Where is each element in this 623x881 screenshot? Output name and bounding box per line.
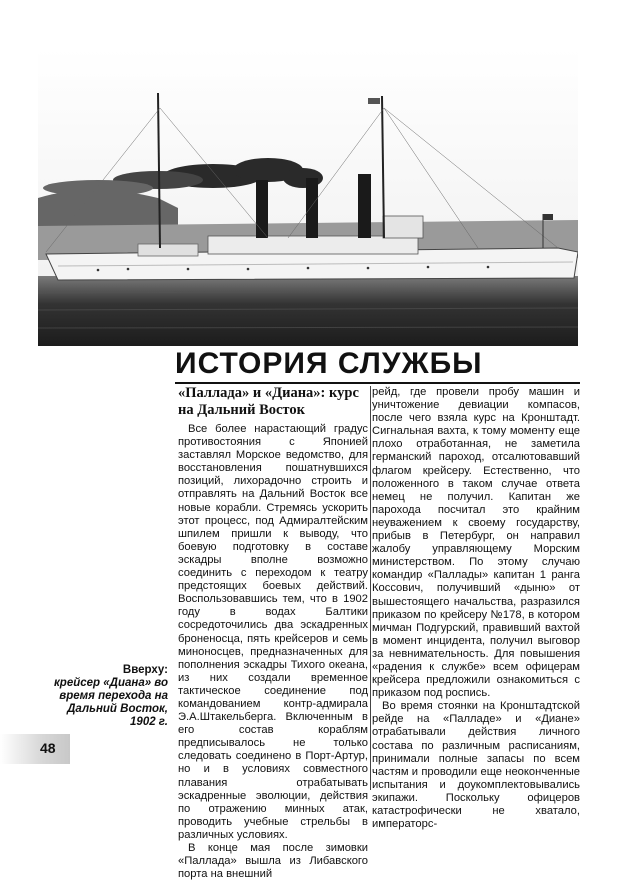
page-number-tab [0, 734, 70, 764]
photo-caption [40, 664, 168, 729]
paragraph: рейд, где провели пробу машин и уничтожение девиации компасов, после чего взяла курс на Кронштадт. Сигнальная вахта, к тому моменту еще плохо отработанная, не заметила германский пароход, отсалютовавший флагом крейсеру. Естественно, что положенного в таком случае ответа немец не получил. Капитан же парохода посчитал это крайним неуважением к своему государству, прибыв в Петербург, он направил жалобу управляющему Морским министерством. По этому случаю командир «Паллады» капитан 1 ранга Коссович, получивший «дыню» от вышестоящего начальства, разразился приказом по крейсеру №178, в котором мичман Подгурский, правивший вахтой в момент инцидента, получил выговор за невнимательность. Для повышения «радения к службе» всем офицерам крейсера предложили ознакомиться с приказом под роспись. [372, 386, 580, 700]
column-divider [370, 386, 371, 790]
caption-text: крейсер «Диана» во время перехода на Дальний Восток, 1902 г. [53, 677, 168, 728]
text-column-right [372, 386, 580, 831]
article-subtitle: «Паллада» и «Диана»: курс на Дальний Восток [178, 385, 359, 418]
paragraph: В конце мая после зимовки «Паллада» вышла из Либавского порта на внешний [178, 842, 368, 881]
text-column-left [178, 423, 368, 881]
page-number: 48 [40, 740, 56, 756]
paragraph: Все более нарастающий градус противостояния с Японией заставлял Морское ведомство, для восстановления пошатнувшихся позиций, лихорадочно строить и отправлять на Дальний Восток все новые корабли. Стремясь ускорить этот процесс, под Адмиралтейским шпилем пришли к выводу, что боевую подготовку в составе эскадры вполне возможно соединить с переходом к театру предстоящих боевых действий. Воспользовавшись тем, что в 1902 году в водах Балтики сосредоточились два эскадренных броненосца, пять крейсеров и семь миноносцев, предназначенных для пополнения эскадры Тихого океана, из них создали временное тактическое соединение под командованием контр-адмирала Э.А.Штакельберга. Включенным в его состав кораблям предписывалось не только следовать соединено в Порт-Артур, но и в условиях совместного плавания отрабатывать эскадренные эволюции, действия по отражению минных атак, проводить учебные стрельбы в различных условиях. [178, 423, 368, 841]
paragraph: Во время стоянки на Кронштадтской рейде на «Палладе» и «Диане» отрабатывали действия личного состава по различным расписаниям, принимали полные запасы по всем частям и проводили еще неоконченные испытания и доукомплектовывались экипажи. Поскольку офицеров катастрофически не хватало, императорс- [372, 700, 580, 831]
section-title: ИСТОРИЯ СЛУЖБЫ [175, 348, 580, 384]
caption-label: Вверху: [122, 664, 168, 676]
cruiser-diana-photo [38, 48, 578, 346]
